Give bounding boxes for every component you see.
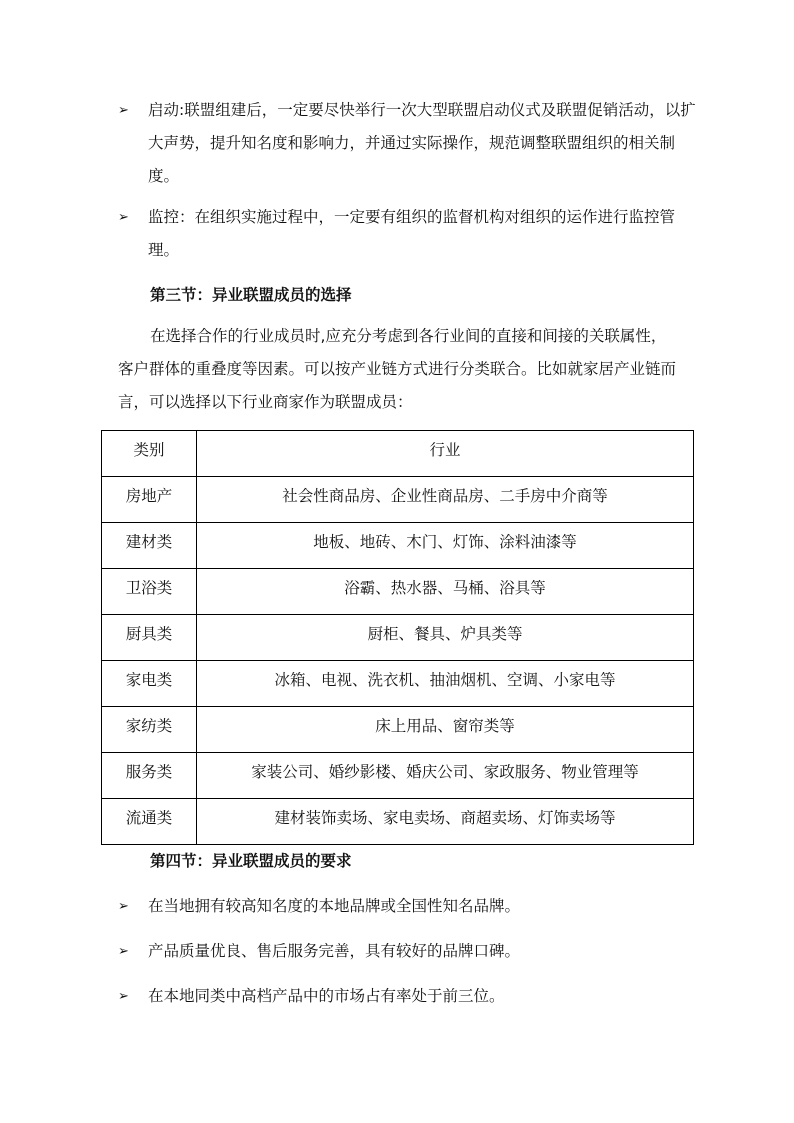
arrow-bullet-icon: ➢	[118, 210, 129, 225]
requirement-item	[118, 980, 698, 1013]
category-cell: 家纺类	[102, 707, 197, 753]
section-heading-3: 第三节：异业联盟成员的选择	[150, 286, 352, 304]
industry-cell: 社会性商品房、企业性商品房、二手房中介商等	[197, 477, 694, 523]
bullet-text: 启动:联盟组建后，一定要尽快举行一次大型联盟启动仪式及联盟促销活动，以扩大声势，提升知名度和影响力，并通过实际操作，规范调整联盟组织的相关制度。	[148, 101, 696, 185]
arrow-bullet-icon: ➢	[118, 899, 129, 914]
requirement-item	[118, 890, 698, 923]
category-cell: 厨具类	[102, 615, 197, 661]
industry-cell: 建材装饰卖场、家电卖场、商超卖场、灯饰卖场等	[197, 799, 694, 845]
industry-cell: 厨柜、餐具、炉具类等	[197, 615, 694, 661]
member-category-table	[101, 430, 694, 845]
table-header-row	[102, 431, 694, 477]
category-cell: 服务类	[102, 753, 197, 799]
requirement-text: 在本地同类中高档产品中的市场占有率处于前三位。	[148, 987, 505, 1005]
requirement-text: 产品质量优良、售后服务完善，具有较好的品牌口碑。	[148, 942, 521, 960]
industry-cell: 冰箱、电视、洗衣机、抽油烟机、空调、小家电等	[197, 661, 694, 707]
bullet-text: 监控：在组织实施过程中，一定要有组织的监督机构对组织的运作进行监控管理。	[148, 208, 676, 259]
industry-cell: 家装公司、婚纱影楼、婚庆公司、家政服务、物业管理等	[197, 753, 694, 799]
paragraph-text: 在选择合作的行业成员时,应充分考虑到各行业间的直接和间接的关联属性，客户群体的重叠度等因素。可以按产业链方式进行分类联合。比如就家居产业链而言，可以选择以下行业商家作为联盟成员：	[118, 327, 677, 411]
arrow-bullet-icon: ➢	[118, 989, 129, 1004]
table-row	[102, 799, 694, 845]
requirement-item	[118, 935, 698, 968]
table-row	[102, 523, 694, 569]
category-cell: 家电类	[102, 661, 197, 707]
arrow-bullet-icon: ➢	[118, 944, 129, 959]
category-cell: 建材类	[102, 523, 197, 569]
table-row	[102, 661, 694, 707]
section-paragraph	[118, 320, 678, 419]
industry-cell: 地板、地砖、木门、灯饰、涂料油漆等	[197, 523, 694, 569]
arrow-bullet-icon: ➢	[118, 103, 129, 118]
section-heading-4: 第四节：异业联盟成员的要求	[150, 852, 352, 870]
table-row	[102, 707, 694, 753]
table-row	[102, 753, 694, 799]
requirement-text: 在当地拥有较高知名度的本地品牌或全国性知名品牌。	[148, 897, 521, 915]
bullet-item-monitor	[118, 201, 698, 267]
column-header-industry: 行业	[197, 431, 694, 477]
industry-cell: 浴霸、热水器、马桶、浴具等	[197, 569, 694, 615]
table-row	[102, 477, 694, 523]
bullet-item-launch	[118, 94, 698, 193]
industry-cell: 床上用品、窗帘类等	[197, 707, 694, 753]
column-header-category: 类别	[102, 431, 197, 477]
category-cell: 卫浴类	[102, 569, 197, 615]
category-cell: 流通类	[102, 799, 197, 845]
table-row	[102, 615, 694, 661]
category-cell: 房地产	[102, 477, 197, 523]
table-row	[102, 569, 694, 615]
